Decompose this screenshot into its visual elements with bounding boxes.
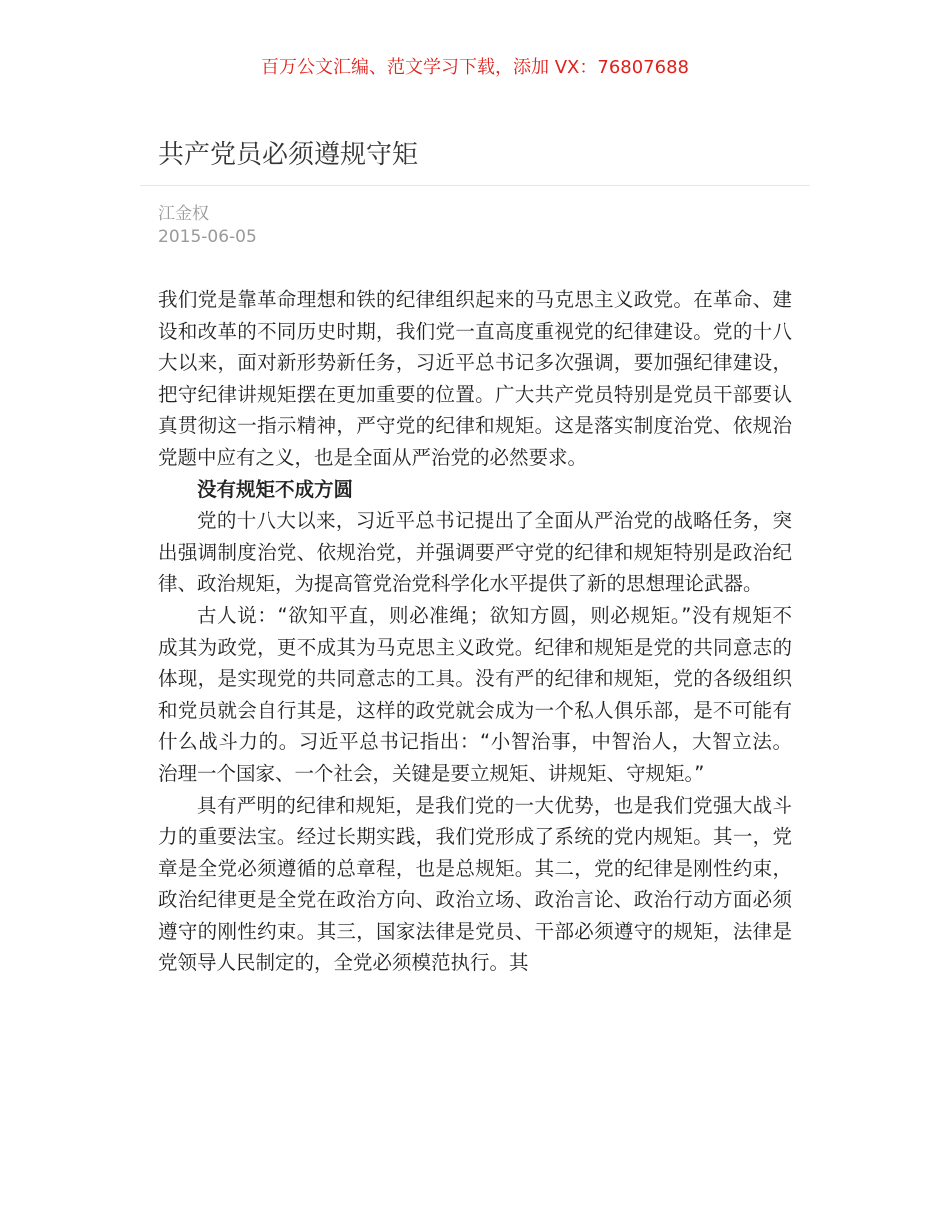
paragraph: 古人说：“欲知平直，则必准绳；欲知方圆，则必规矩。”没有规矩不成其为政党，更不成其为马克思主义政党。纪律和规矩是党的共同意志的体现，是实现党的共同意志的工具。没有严的纪律和规矩，党的各级组织和党员就会自行其是，这样的政党就会成为一个私人俱乐部，是不可能有什么战斗力的。习近平总书记指出：“小智治事，中智治人，大智立法。治理一个国家、一个社会，关键是要立规矩、讲规矩、守规矩。” bbox=[158, 603, 792, 785]
section-heading: 没有规矩不成方圆 bbox=[197, 477, 354, 501]
article-body bbox=[158, 284, 792, 979]
promo-banner: 百万公文汇编、范文学习下载，添加 VX：76807688 bbox=[261, 57, 689, 78]
article-meta bbox=[158, 203, 257, 249]
paragraph: 党的十八大以来，习近平总书记提出了全面从严治党的战略任务，突出强调制度治党、依规治党，并强调要严守党的纪律和规矩特别是政治纪律、政治规矩，为提高管党治党科学化水平提供了新的思想理论武器。 bbox=[158, 509, 792, 596]
paragraph: 具有严明的纪律和规矩，是我们党的一大优势，也是我们党强大战斗力的重要法宝。经过长期实践，我们党形成了系统的党内规矩。其一，党章是全党必须遵循的总章程，也是总规矩。其二，党的纪律是刚性约束，政治纪律更是全党在政治方向、政治立场、政治言论、政治行动方面必须遵守的刚性约束。其三，国家法律是党员、干部必须遵守的规矩，法律是党领导人民制定的，全党必须模范执行。其 bbox=[158, 793, 792, 975]
article-title: 共产党员必须遵规守矩 bbox=[158, 140, 419, 170]
title-divider bbox=[140, 185, 810, 186]
paragraph-intro: 我们党是靠革命理想和铁的纪律组织起来的马克思主义政党。在革命、建设和改革的不同历史时期，我们党一直高度重视党的纪律建设。党的十八大以来，面对新形势新任务，习近平总书记多次强调，要加强纪律建设，把守纪律讲规矩摆在更加重要的位置。广大共产党员特别是党员干部要认真贯彻这一指示精神，严守党的纪律和规矩。这是落实制度治党、依规治党题中应有之义，也是全面从严治党的必然要求。 bbox=[158, 288, 792, 469]
author-name: 江金权 bbox=[158, 204, 209, 224]
publish-date: 2015-06-05 bbox=[158, 227, 257, 247]
